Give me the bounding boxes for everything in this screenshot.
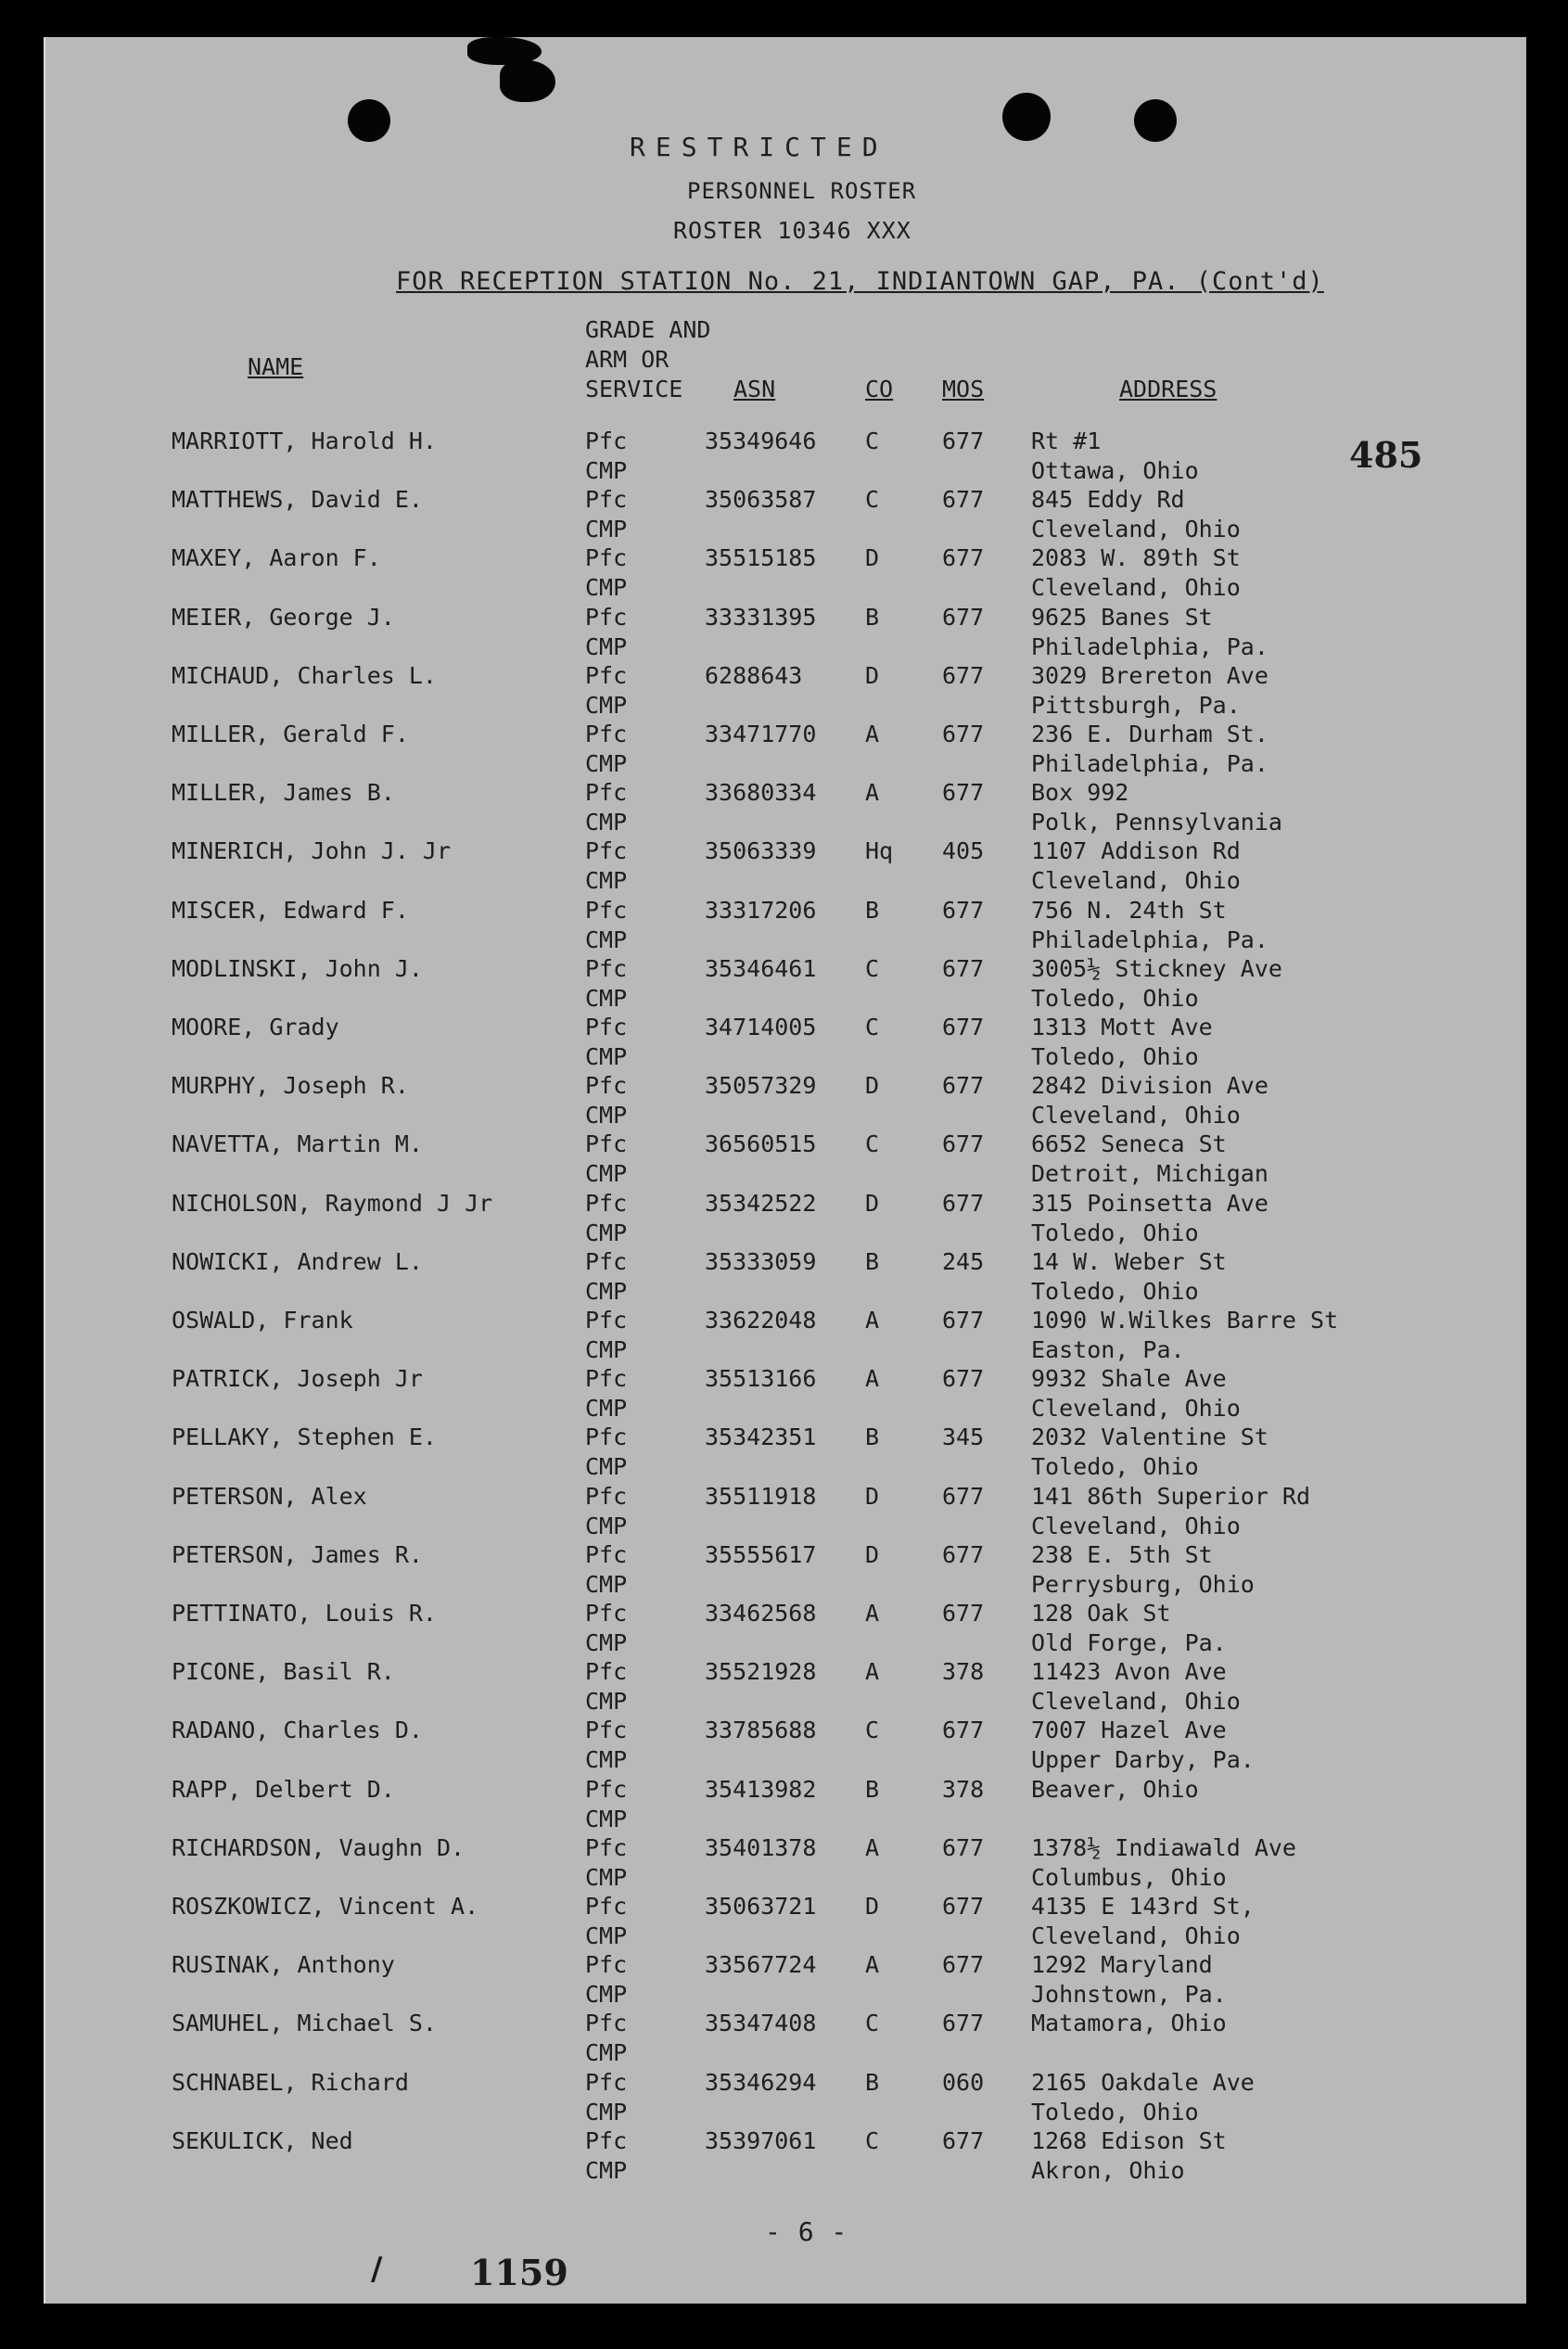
entry-grade: Pfc — [585, 1014, 628, 1040]
entry-asn: 34714005 — [705, 1014, 817, 1040]
entry-grade: Pfc — [585, 1365, 628, 1393]
entry-address-line1: 1292 Maryland — [1031, 1951, 1213, 1979]
entry-mos: 677 — [942, 2010, 985, 2037]
entry-grade: Pfc — [585, 1775, 628, 1803]
entry-service: CMP — [585, 1981, 628, 2009]
entry-service: CMP — [585, 926, 628, 953]
entry-service: CMP — [585, 2156, 628, 2184]
entry-address-line1: Matamora, Ohio — [1031, 2010, 1227, 2037]
roster-entry — [45, 2126, 1526, 2185]
entry-asn: 33567724 — [705, 1951, 817, 1979]
entry-address-line2: Easton, Pa. — [1031, 1336, 1185, 1363]
entry-name: NOWICKI, Andrew L. — [172, 1247, 423, 1275]
entry-mos: 677 — [942, 1014, 985, 1040]
entry-mos: 677 — [942, 1072, 985, 1100]
entry-asn: 35349646 — [705, 428, 817, 454]
entry-company: D — [865, 661, 880, 689]
entry-grade: Pfc — [585, 1189, 628, 1217]
entry-name: PATRICK, Joseph Jr — [172, 1365, 423, 1393]
entry-grade: Pfc — [585, 896, 628, 924]
entry-mos: 677 — [942, 779, 985, 807]
entry-company: A — [865, 1658, 880, 1686]
entry-company: A — [865, 1833, 880, 1861]
entry-address-line1: 4135 E 143rd St, — [1031, 1893, 1255, 1920]
entry-company: A — [865, 1600, 880, 1627]
entry-address-line2: Toledo, Ohio — [1031, 984, 1199, 1012]
entry-address-line1: 315 Poinsetta Ave — [1031, 1189, 1268, 1217]
roster-entry — [45, 1950, 1526, 2009]
entry-address-line1: 1090 W.Wilkes Barre St — [1031, 1307, 1339, 1334]
entry-mos: 677 — [942, 661, 985, 689]
entry-address-line2: Old Forge, Pa. — [1031, 1629, 1227, 1656]
entry-address-line1: 2165 Oakdale Ave — [1031, 2068, 1255, 2096]
entry-mos: 677 — [942, 2126, 985, 2154]
entry-address-line1: 1313 Mott Ave — [1031, 1014, 1213, 1040]
entry-address-line2: Cleveland, Ohio — [1031, 1102, 1241, 1130]
entry-service: CMP — [585, 867, 628, 895]
entry-address-line1: 3029 Brereton Ave — [1031, 661, 1268, 689]
entry-name: MAXEY, Aaron F. — [172, 544, 381, 572]
entry-name: MISCER, Edward F. — [172, 896, 409, 924]
entry-company: A — [865, 779, 880, 807]
entry-address-line1: 1378½ Indiawald Ave — [1031, 1833, 1296, 1861]
handwritten-number-top: 485 — [1349, 434, 1423, 476]
entry-mos: 677 — [942, 721, 985, 747]
entry-address-line1: 14 W. Weber St — [1031, 1247, 1227, 1275]
roster-entry — [45, 1013, 1526, 1071]
roster-page — [44, 37, 1526, 2304]
entry-service: CMP — [585, 1512, 628, 1539]
entry-address-line1: 9625 Banes St — [1031, 603, 1213, 631]
entry-company: C — [865, 1014, 880, 1040]
entry-address-line2: Cleveland, Ohio — [1031, 867, 1241, 895]
entry-name: MILLER, Gerald F. — [172, 721, 409, 747]
page-number: - 6 - — [765, 2216, 848, 2247]
col-co-header: CO — [865, 376, 894, 402]
entry-address-line1: 7007 Hazel Ave — [1031, 1717, 1227, 1744]
entry-company: C — [865, 2010, 880, 2037]
roster-entry — [45, 1364, 1526, 1423]
roster-entry — [45, 1247, 1526, 1306]
entry-address-line1: Beaver, Ohio — [1031, 1775, 1199, 1803]
roster-entry — [45, 1130, 1526, 1188]
roster-entry — [45, 603, 1526, 661]
entry-address-line2: Akron, Ohio — [1031, 2156, 1185, 2184]
entry-asn: 35413982 — [705, 1775, 817, 1803]
handwritten-number-bottom: 1159 — [470, 2252, 568, 2293]
entry-mos: 677 — [942, 1893, 985, 1920]
entry-mos: 405 — [942, 837, 985, 865]
entry-service: CMP — [585, 516, 628, 543]
entry-address-line1: 1107 Addison Rd — [1031, 837, 1241, 865]
entry-address-line2: Cleveland, Ohio — [1031, 516, 1241, 543]
entry-service: CMP — [585, 1043, 628, 1070]
entry-company: C — [865, 428, 880, 454]
roster-entry — [45, 661, 1526, 720]
entry-service: CMP — [585, 1863, 628, 1891]
entry-name: PETERSON, James R. — [172, 1540, 423, 1568]
entry-address-line2: Perrysburg, Ohio — [1031, 1570, 1255, 1598]
entry-mos: 677 — [942, 1482, 985, 1510]
entry-address-line2: Cleveland, Ohio — [1031, 1395, 1241, 1423]
entry-mos: 677 — [942, 1189, 985, 1217]
entry-name: RADANO, Charles D. — [172, 1717, 423, 1744]
entry-mos: 677 — [942, 1540, 985, 1568]
col-mos-header: MOS — [942, 376, 985, 402]
entry-mos: 677 — [942, 544, 985, 572]
entry-address-line2: Upper Darby, Pa. — [1031, 1746, 1255, 1774]
entry-name: MOORE, Grady — [172, 1014, 339, 1040]
entry-company: D — [865, 1540, 880, 1568]
roster-entry — [45, 896, 1526, 954]
roster-entry — [45, 1716, 1526, 1774]
entry-company: Hq — [865, 837, 894, 865]
entry-address-line2: Toledo, Ohio — [1031, 1043, 1199, 1070]
entry-service: CMP — [585, 1277, 628, 1305]
entry-asn: 33680334 — [705, 779, 817, 807]
entry-mos: 677 — [942, 486, 985, 514]
entry-address-line1: 1268 Edison St — [1031, 2126, 1227, 2154]
entry-mos: 345 — [942, 1423, 985, 1451]
entry-asn: 35397061 — [705, 2126, 817, 2154]
entry-name: ROSZKOWICZ, Vincent A. — [172, 1893, 479, 1920]
entry-address-line2: Philadelphia, Pa. — [1031, 632, 1268, 660]
entry-grade: Pfc — [585, 544, 628, 572]
entry-name: MEIER, George J. — [172, 603, 395, 631]
entry-asn: 35513166 — [705, 1365, 817, 1393]
roster-entry — [45, 1833, 1526, 1892]
entry-address-line1: 11423 Avon Ave — [1031, 1658, 1227, 1686]
entry-asn: 33331395 — [705, 603, 817, 631]
entry-address-line2: Cleveland, Ohio — [1031, 574, 1241, 602]
col-address-header: ADDRESS — [1119, 376, 1217, 402]
entry-company: A — [865, 1365, 880, 1393]
entry-name: MATTHEWS, David E. — [172, 486, 423, 514]
roster-entry — [45, 954, 1526, 1013]
entry-address-line1: 3005½ Stickney Ave — [1031, 954, 1282, 982]
entry-grade: Pfc — [585, 954, 628, 982]
entry-asn: 33471770 — [705, 721, 817, 747]
entry-address-line2: Toledo, Ohio — [1031, 2098, 1199, 2126]
entry-company: D — [865, 544, 880, 572]
entry-asn: 33785688 — [705, 1717, 817, 1744]
entry-address-line1: 236 E. Durham St. — [1031, 721, 1268, 747]
entry-address-line1: 756 N. 24th St — [1031, 896, 1227, 924]
entry-mos: 245 — [942, 1247, 985, 1275]
torn-edge — [500, 60, 555, 102]
roster-entry — [45, 1482, 1526, 1540]
entry-name: SEKULICK, Ned — [172, 2126, 353, 2154]
entry-address-line2: Polk, Pennsylvania — [1031, 809, 1282, 836]
entry-service: CMP — [585, 691, 628, 719]
entry-name: MODLINSKI, John J. — [172, 954, 423, 982]
entry-grade: Pfc — [585, 1951, 628, 1979]
entry-company: A — [865, 1307, 880, 1334]
entry-address-line2: Philadelphia, Pa. — [1031, 750, 1268, 777]
entry-service: CMP — [585, 1746, 628, 1774]
roster-entry — [45, 427, 1526, 485]
entry-grade: Pfc — [585, 2010, 628, 2037]
entry-name: PICONE, Basil R. — [172, 1658, 395, 1686]
entry-address-line2: Johnstown, Pa. — [1031, 1981, 1227, 2009]
entry-grade: Pfc — [585, 837, 628, 865]
entry-company: B — [865, 1423, 880, 1451]
entry-service: CMP — [585, 1102, 628, 1130]
entry-service: CMP — [585, 1453, 628, 1481]
entry-grade: Pfc — [585, 1600, 628, 1627]
entry-address-line1: 2032 Valentine St — [1031, 1423, 1268, 1451]
entry-grade: Pfc — [585, 1482, 628, 1510]
entry-asn: 35057329 — [705, 1072, 817, 1100]
entry-name: RUSINAK, Anthony — [172, 1951, 395, 1979]
entry-address-line2: Cleveland, Ohio — [1031, 1512, 1241, 1539]
entry-mos: 677 — [942, 1365, 985, 1393]
roster-entry — [45, 2068, 1526, 2126]
entry-company: A — [865, 1951, 880, 1979]
entry-service: CMP — [585, 457, 628, 484]
entry-address-line1: 845 Eddy Rd — [1031, 486, 1185, 514]
entry-name: RAPP, Delbert D. — [172, 1775, 395, 1803]
entry-asn: 35342351 — [705, 1423, 817, 1451]
entry-company: B — [865, 1247, 880, 1275]
roster-entry — [45, 778, 1526, 836]
entry-name: OSWALD, Frank — [172, 1307, 353, 1334]
entry-name: PETTINATO, Louis R. — [172, 1600, 437, 1627]
roster-entry — [45, 1306, 1526, 1364]
entry-service: CMP — [585, 1688, 628, 1716]
entry-company: C — [865, 2126, 880, 2154]
entry-service: CMP — [585, 2039, 628, 2067]
entry-service: CMP — [585, 1395, 628, 1423]
entry-address-line1: 2083 W. 89th St — [1031, 544, 1241, 572]
entry-asn: 35401378 — [705, 1833, 817, 1861]
entry-asn: 6288643 — [705, 661, 803, 689]
entry-service: CMP — [585, 809, 628, 836]
entry-grade: Pfc — [585, 661, 628, 689]
entry-company: C — [865, 486, 880, 514]
entry-grade: Pfc — [585, 2068, 628, 2096]
entry-address-line2: Cleveland, Ohio — [1031, 1688, 1241, 1716]
entry-company: B — [865, 2068, 880, 2096]
entry-company: B — [865, 603, 880, 631]
entry-asn: 35342522 — [705, 1189, 817, 1217]
entry-service: CMP — [585, 1805, 628, 1832]
roster-entry — [45, 1775, 1526, 1833]
entry-grade: Pfc — [585, 1540, 628, 1568]
entry-asn: 35346461 — [705, 954, 817, 982]
entry-asn: 35063587 — [705, 486, 817, 514]
entry-name: NICHOLSON, Raymond J Jr — [172, 1189, 493, 1217]
entry-company: D — [865, 1072, 880, 1100]
entry-asn: 33317206 — [705, 896, 817, 924]
entry-service: CMP — [585, 750, 628, 777]
entry-address-line1: 9932 Shale Ave — [1031, 1365, 1227, 1393]
entry-mos: 677 — [942, 954, 985, 982]
entry-grade: Pfc — [585, 2126, 628, 2154]
entry-company: A — [865, 721, 880, 747]
punch-hole — [1134, 99, 1177, 142]
entry-mos: 677 — [942, 1130, 985, 1158]
entry-service: CMP — [585, 574, 628, 602]
entry-address-line2: Toledo, Ohio — [1031, 1453, 1199, 1481]
entry-asn: 33462568 — [705, 1600, 817, 1627]
roster-entry — [45, 1892, 1526, 1950]
entry-name: NAVETTA, Martin M. — [172, 1130, 423, 1158]
roster-entry — [45, 485, 1526, 543]
entry-mos: 677 — [942, 1717, 985, 1744]
entry-service: CMP — [585, 1922, 628, 1949]
entry-address-line2: Philadelphia, Pa. — [1031, 926, 1268, 953]
entry-mos: 677 — [942, 896, 985, 924]
entry-name: PELLAKY, Stephen E. — [172, 1423, 437, 1451]
entry-mos: 060 — [942, 2068, 985, 2096]
roster-entry — [45, 1423, 1526, 1481]
entry-company: C — [865, 1130, 880, 1158]
entry-name: MINERICH, John J. Jr — [172, 837, 452, 865]
col-name-header: NAME — [248, 353, 304, 380]
entry-grade: Pfc — [585, 779, 628, 807]
entry-company: D — [865, 1189, 880, 1217]
entry-grade: Pfc — [585, 1658, 628, 1686]
entry-name: SAMUHEL, Michael S. — [172, 2010, 437, 2037]
entry-grade: Pfc — [585, 1307, 628, 1334]
entry-grade: Pfc — [585, 721, 628, 747]
entry-address-line1: 141 86th Superior Rd — [1031, 1482, 1311, 1510]
roster-entry — [45, 1657, 1526, 1716]
entry-address-line1: 238 E. 5th St — [1031, 1540, 1213, 1568]
entry-grade: Pfc — [585, 1717, 628, 1744]
punch-hole — [1002, 93, 1051, 141]
entry-asn: 33622048 — [705, 1307, 817, 1334]
col-asn-header: ASN — [733, 376, 776, 402]
entry-asn: 35347408 — [705, 2010, 817, 2037]
entry-service: CMP — [585, 1219, 628, 1246]
entry-address-line2: Columbus, Ohio — [1031, 1863, 1227, 1891]
entry-service: CMP — [585, 984, 628, 1012]
entry-name: PETERSON, Alex — [172, 1482, 367, 1510]
entry-service: CMP — [585, 1160, 628, 1188]
entry-name: MICHAUD, Charles L. — [172, 661, 437, 689]
roster-number: ROSTER 10346 XXX — [673, 217, 911, 244]
entry-mos: 677 — [942, 1600, 985, 1627]
station-heading: FOR RECEPTION STATION No. 21, INDIANTOWN GAP, PA. (Cont'd) — [396, 267, 1324, 296]
tick-mark: / — [371, 2251, 383, 2288]
entry-address-line2: Toledo, Ohio — [1031, 1277, 1199, 1305]
entry-name: MARRIOTT, Harold H. — [172, 428, 437, 454]
entry-address-line1: 6652 Seneca St — [1031, 1130, 1227, 1158]
entry-asn: 36560515 — [705, 1130, 817, 1158]
punch-hole — [348, 99, 390, 142]
entry-asn: 35515185 — [705, 544, 817, 572]
entry-name: MILLER, James B. — [172, 779, 395, 807]
entry-asn: 35333059 — [705, 1247, 817, 1275]
entry-company: C — [865, 1717, 880, 1744]
entry-mos: 677 — [942, 1951, 985, 1979]
entry-address-line1: Box 992 — [1031, 779, 1129, 807]
roster-entry — [45, 2009, 1526, 2067]
roster-entry — [45, 1599, 1526, 1657]
entry-asn: 35521928 — [705, 1658, 817, 1686]
entry-company: B — [865, 896, 880, 924]
roster-title: PERSONNEL ROSTER — [687, 178, 917, 204]
entry-name: MURPHY, Joseph R. — [172, 1072, 409, 1100]
entry-service: CMP — [585, 1336, 628, 1363]
col-grade-header: GRADE AND ARM OR SERVICE — [585, 316, 711, 402]
entry-mos: 677 — [942, 428, 985, 454]
entry-mos: 677 — [942, 1833, 985, 1861]
entry-grade: Pfc — [585, 1130, 628, 1158]
entry-address-line2: Toledo, Ohio — [1031, 1219, 1199, 1246]
entry-address-line1: 2842 Division Ave — [1031, 1072, 1268, 1100]
entry-grade: Pfc — [585, 1072, 628, 1100]
entry-name: SCHNABEL, Richard — [172, 2068, 409, 2096]
restricted-heading: RESTRICTED — [630, 132, 888, 162]
entry-mos: 378 — [942, 1658, 985, 1686]
entry-mos: 677 — [942, 603, 985, 631]
entry-service: CMP — [585, 1629, 628, 1656]
entry-address-line1: Rt #1 — [1031, 428, 1102, 454]
roster-entry — [45, 836, 1526, 895]
entry-asn: 35555617 — [705, 1540, 817, 1568]
entry-grade: Pfc — [585, 1893, 628, 1920]
entry-mos: 677 — [942, 1307, 985, 1334]
entry-asn: 35511918 — [705, 1482, 817, 1510]
entry-address-line2: Pittsburgh, Pa. — [1031, 691, 1241, 719]
entry-address-line2: Cleveland, Ohio — [1031, 1922, 1241, 1949]
entry-asn: 35346294 — [705, 2068, 817, 2096]
entry-company: D — [865, 1482, 880, 1510]
entry-asn: 35063721 — [705, 1893, 817, 1920]
entry-grade: Pfc — [585, 603, 628, 631]
entry-service: CMP — [585, 1570, 628, 1598]
entry-service: CMP — [585, 632, 628, 660]
entry-service: CMP — [585, 2098, 628, 2126]
entry-company: D — [865, 1893, 880, 1920]
roster-entry — [45, 720, 1526, 778]
entry-address-line2: Detroit, Michigan — [1031, 1160, 1268, 1188]
entry-grade: Pfc — [585, 1247, 628, 1275]
entry-grade: Pfc — [585, 486, 628, 514]
entry-name: RICHARDSON, Vaughn D. — [172, 1833, 465, 1861]
roster-entry — [45, 1071, 1526, 1130]
entry-mos: 378 — [942, 1775, 985, 1803]
entry-grade: Pfc — [585, 428, 628, 454]
entry-grade: Pfc — [585, 1423, 628, 1451]
entry-asn: 35063339 — [705, 837, 817, 865]
entry-address-line1: 128 Oak St — [1031, 1600, 1171, 1627]
roster-entry — [45, 543, 1526, 602]
entry-grade: Pfc — [585, 1833, 628, 1861]
entry-company: B — [865, 1775, 880, 1803]
entry-company: C — [865, 954, 880, 982]
entry-address-line2: Ottawa, Ohio — [1031, 457, 1199, 484]
roster-entry — [45, 1540, 1526, 1599]
roster-entry — [45, 1189, 1526, 1247]
